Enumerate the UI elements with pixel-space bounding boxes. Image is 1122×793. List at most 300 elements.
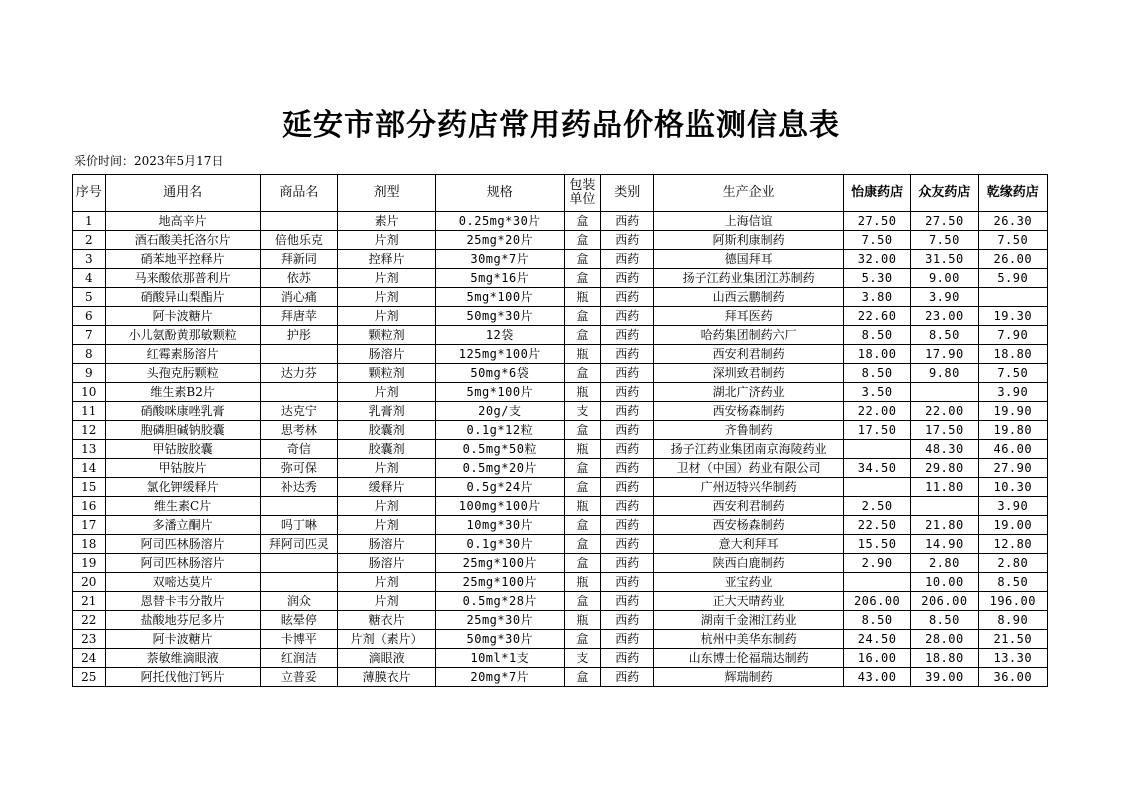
cell-price-qianyuan: 2.80 (978, 554, 1047, 573)
cell-price-zhongyou: 8.50 (911, 611, 978, 630)
cell-brand-name (260, 497, 338, 516)
cell-category: 西药 (601, 364, 654, 383)
cell-price-zhongyou: 27.50 (911, 212, 978, 231)
cell-brand-name: 润众 (260, 592, 338, 611)
cell-seq: 2 (73, 231, 106, 250)
cell-price-qianyuan: 19.00 (978, 516, 1047, 535)
table-row (73, 459, 1048, 478)
cell-price-yikang: 22.50 (843, 516, 910, 535)
cell-spec: 50mg*30片 (436, 307, 565, 326)
cell-dosage-form: 片剂 (338, 383, 436, 402)
table-row (73, 345, 1048, 364)
cell-manufacturer: 扬子江药业集团江苏制药 (654, 269, 844, 288)
cell-unit: 盒 (564, 231, 601, 250)
cell-spec: 20g/支 (436, 402, 565, 421)
cell-price-zhongyou: 39.00 (911, 668, 978, 687)
cell-price-zhongyou: 17.50 (911, 421, 978, 440)
cell-price-zhongyou: 28.00 (911, 630, 978, 649)
cell-price-zhongyou: 10.00 (911, 573, 978, 592)
cell-price-zhongyou: 11.80 (911, 478, 978, 497)
cell-price-yikang: 2.90 (843, 554, 910, 573)
cell-price-qianyuan (978, 288, 1047, 307)
cell-unit: 盒 (564, 212, 601, 231)
cell-price-qianyuan: 5.90 (978, 269, 1047, 288)
cell-generic-name: 阿司匹林肠溶片 (105, 554, 260, 573)
cell-price-yikang: 18.00 (843, 345, 910, 364)
cell-price-yikang: 206.00 (843, 592, 910, 611)
table-row (73, 478, 1048, 497)
cell-brand-name: 拜唐苹 (260, 307, 338, 326)
cell-price-zhongyou: 23.00 (911, 307, 978, 326)
cell-unit: 瓶 (564, 383, 601, 402)
cell-category: 西药 (601, 231, 654, 250)
cell-price-yikang: 22.00 (843, 402, 910, 421)
cell-seq: 18 (73, 535, 106, 554)
cell-spec: 25mg*100片 (436, 573, 565, 592)
cell-price-qianyuan: 19.90 (978, 402, 1047, 421)
cell-brand-name: 卡博平 (260, 630, 338, 649)
cell-price-zhongyou (911, 383, 978, 402)
cell-dosage-form: 颗粒剂 (338, 364, 436, 383)
cell-spec: 125mg*100片 (436, 345, 565, 364)
cell-price-yikang: 22.60 (843, 307, 910, 326)
cell-dosage-form: 片剂 (338, 497, 436, 516)
cell-seq: 5 (73, 288, 106, 307)
cell-category: 西药 (601, 573, 654, 592)
header-store-qianyuan: 乾缘药店 (978, 175, 1047, 212)
cell-generic-name: 盐酸地芬尼多片 (105, 611, 260, 630)
cell-seq: 21 (73, 592, 106, 611)
cell-price-qianyuan: 3.90 (978, 383, 1047, 402)
header-manufacturer: 生产企业 (654, 175, 844, 212)
cell-price-zhongyou: 8.50 (911, 326, 978, 345)
cell-price-yikang: 32.00 (843, 250, 910, 269)
cell-spec: 100mg*100片 (436, 497, 565, 516)
header-store-yikang: 怡康药店 (843, 175, 910, 212)
cell-dosage-form: 片剂 (338, 288, 436, 307)
cell-seq: 8 (73, 345, 106, 364)
cell-seq: 13 (73, 440, 106, 459)
cell-price-yikang: 5.30 (843, 269, 910, 288)
cell-price-yikang (843, 573, 910, 592)
table-row (73, 326, 1048, 345)
table-row (73, 231, 1048, 250)
cell-unit: 盒 (564, 535, 601, 554)
cell-brand-name: 立普妥 (260, 668, 338, 687)
cell-price-yikang: 34.50 (843, 459, 910, 478)
cell-seq: 9 (73, 364, 106, 383)
cell-spec: 25mg*20片 (436, 231, 565, 250)
cell-category: 西药 (601, 326, 654, 345)
cell-generic-name: 硝酸咪康唑乳膏 (105, 402, 260, 421)
cell-unit: 盒 (564, 668, 601, 687)
cell-generic-name: 地高辛片 (105, 212, 260, 231)
header-brand-name: 商品名 (260, 175, 338, 212)
table-row (73, 649, 1048, 668)
cell-category: 西药 (601, 649, 654, 668)
cell-price-zhongyou: 31.50 (911, 250, 978, 269)
cell-price-qianyuan: 12.80 (978, 535, 1047, 554)
cell-brand-name: 弥可保 (260, 459, 338, 478)
cell-generic-name: 胞磷胆碱钠胶囊 (105, 421, 260, 440)
cell-unit: 盒 (564, 630, 601, 649)
cell-price-zhongyou: 48.30 (911, 440, 978, 459)
cell-generic-name: 小儿氨酚黄那敏颗粒 (105, 326, 260, 345)
cell-category: 西药 (601, 592, 654, 611)
header-category: 类别 (601, 175, 654, 212)
cell-manufacturer: 杭州中美华东制药 (654, 630, 844, 649)
cell-manufacturer: 正大天晴药业 (654, 592, 844, 611)
cell-price-qianyuan: 18.80 (978, 345, 1047, 364)
cell-seq: 23 (73, 630, 106, 649)
cell-generic-name: 头孢克肟颗粒 (105, 364, 260, 383)
cell-brand-name (260, 554, 338, 573)
cell-seq: 15 (73, 478, 106, 497)
cell-manufacturer: 德国拜耳 (654, 250, 844, 269)
cell-manufacturer: 上海信谊 (654, 212, 844, 231)
cell-spec: 25mg*30片 (436, 611, 565, 630)
cell-manufacturer: 哈药集团制药六厂 (654, 326, 844, 345)
cell-generic-name: 马来酸依那普利片 (105, 269, 260, 288)
cell-unit: 瓶 (564, 440, 601, 459)
cell-price-qianyuan: 21.50 (978, 630, 1047, 649)
cell-generic-name: 硝酸异山梨酯片 (105, 288, 260, 307)
cell-manufacturer: 山西云鹏制药 (654, 288, 844, 307)
table-row (73, 212, 1048, 231)
cell-price-yikang: 8.50 (843, 611, 910, 630)
cell-dosage-form: 胶囊剂 (338, 421, 436, 440)
cell-spec: 12袋 (436, 326, 565, 345)
cell-dosage-form: 片剂 (338, 231, 436, 250)
cell-brand-name: 奇信 (260, 440, 338, 459)
cell-dosage-form: 控释片 (338, 250, 436, 269)
cell-dosage-form: 片剂 (338, 459, 436, 478)
cell-category: 西药 (601, 535, 654, 554)
cell-spec: 0.5mg*20片 (436, 459, 565, 478)
cell-category: 西药 (601, 269, 654, 288)
header-unit: 包装单位 (564, 175, 601, 212)
cell-seq: 10 (73, 383, 106, 402)
cell-manufacturer: 拜耳医药 (654, 307, 844, 326)
cell-unit: 盒 (564, 421, 601, 440)
cell-generic-name: 阿卡波糖片 (105, 307, 260, 326)
table-row (73, 668, 1048, 687)
cell-dosage-form: 缓释片 (338, 478, 436, 497)
cell-seq: 11 (73, 402, 106, 421)
cell-generic-name: 阿卡波糖片 (105, 630, 260, 649)
cell-category: 西药 (601, 440, 654, 459)
cell-seq: 14 (73, 459, 106, 478)
cell-brand-name: 拜阿司匹灵 (260, 535, 338, 554)
cell-brand-name: 达力芬 (260, 364, 338, 383)
cell-manufacturer: 广州迈特兴华制药 (654, 478, 844, 497)
cell-spec: 50mg*6袋 (436, 364, 565, 383)
cell-category: 西药 (601, 516, 654, 535)
cell-brand-name: 倍他乐克 (260, 231, 338, 250)
table-row (73, 630, 1048, 649)
cell-manufacturer: 西安利君制药 (654, 345, 844, 364)
price-table (72, 174, 1048, 687)
table-row (73, 516, 1048, 535)
cell-price-zhongyou (911, 497, 978, 516)
cell-dosage-form: 胶囊剂 (338, 440, 436, 459)
header-spec: 规格 (436, 175, 565, 212)
cell-brand-name (260, 212, 338, 231)
cell-brand-name: 眩晕停 (260, 611, 338, 630)
cell-manufacturer: 深圳致君制药 (654, 364, 844, 383)
cell-category: 西药 (601, 250, 654, 269)
cell-seq: 20 (73, 573, 106, 592)
cell-generic-name: 恩替卡韦分散片 (105, 592, 260, 611)
cell-unit: 盒 (564, 459, 601, 478)
cell-generic-name: 甲钴胺片 (105, 459, 260, 478)
cell-price-qianyuan: 19.30 (978, 307, 1047, 326)
cell-unit: 盒 (564, 554, 601, 573)
cell-unit: 瓶 (564, 611, 601, 630)
cell-price-yikang: 2.50 (843, 497, 910, 516)
cell-brand-name: 护彤 (260, 326, 338, 345)
cell-price-zhongyou: 17.90 (911, 345, 978, 364)
cell-seq: 6 (73, 307, 106, 326)
cell-seq: 19 (73, 554, 106, 573)
cell-spec: 0.1g*30片 (436, 535, 565, 554)
cell-manufacturer: 西安利君制药 (654, 497, 844, 516)
cell-unit: 盒 (564, 364, 601, 383)
cell-price-qianyuan: 196.00 (978, 592, 1047, 611)
cell-generic-name: 维生素B2片 (105, 383, 260, 402)
cell-unit: 盒 (564, 307, 601, 326)
cell-category: 西药 (601, 630, 654, 649)
cell-manufacturer: 山东博士伦福瑞达制药 (654, 649, 844, 668)
cell-price-yikang: 7.50 (843, 231, 910, 250)
cell-price-zhongyou: 14.90 (911, 535, 978, 554)
cell-price-qianyuan: 8.50 (978, 573, 1047, 592)
table-row (73, 611, 1048, 630)
cell-price-yikang: 43.00 (843, 668, 910, 687)
cell-brand-name: 补达秀 (260, 478, 338, 497)
cell-manufacturer: 西安杨森制药 (654, 516, 844, 535)
table-row (73, 307, 1048, 326)
cell-brand-name: 红润洁 (260, 649, 338, 668)
header-dosage-form: 剂型 (338, 175, 436, 212)
page-title: 延安市部分药店常用药品价格监测信息表 (282, 108, 840, 143)
cell-unit: 瓶 (564, 573, 601, 592)
cell-price-yikang: 16.00 (843, 649, 910, 668)
table-body (73, 212, 1048, 687)
cell-spec: 50mg*30片 (436, 630, 565, 649)
cell-price-zhongyou: 3.90 (911, 288, 978, 307)
table-row (73, 535, 1048, 554)
cell-category: 西药 (601, 554, 654, 573)
cell-category: 西药 (601, 402, 654, 421)
cell-dosage-form: 薄膜衣片 (338, 668, 436, 687)
cell-spec: 0.25mg*30片 (436, 212, 565, 231)
cell-price-yikang: 17.50 (843, 421, 910, 440)
cell-unit: 盒 (564, 326, 601, 345)
cell-price-qianyuan: 3.90 (978, 497, 1047, 516)
cell-price-yikang: 8.50 (843, 326, 910, 345)
cell-manufacturer: 湖南千金湘江药业 (654, 611, 844, 630)
cell-manufacturer: 卫材（中国）药业有限公司 (654, 459, 844, 478)
cell-generic-name: 红霉素肠溶片 (105, 345, 260, 364)
cell-price-zhongyou: 22.00 (911, 402, 978, 421)
cell-price-yikang: 3.50 (843, 383, 910, 402)
cell-price-qianyuan: 10.30 (978, 478, 1047, 497)
cell-brand-name (260, 383, 338, 402)
cell-dosage-form: 片剂（素片） (338, 630, 436, 649)
table-row (73, 250, 1048, 269)
cell-spec: 0.5g*24片 (436, 478, 565, 497)
cell-price-qianyuan: 26.00 (978, 250, 1047, 269)
cell-price-zhongyou: 18.80 (911, 649, 978, 668)
cell-category: 西药 (601, 421, 654, 440)
cell-seq: 1 (73, 212, 106, 231)
cell-generic-name: 甲钴胺胶囊 (105, 440, 260, 459)
cell-manufacturer: 湖北广济药业 (654, 383, 844, 402)
cell-category: 西药 (601, 497, 654, 516)
cell-dosage-form: 肠溶片 (338, 554, 436, 573)
cell-seq: 17 (73, 516, 106, 535)
cell-price-qianyuan: 7.50 (978, 231, 1047, 250)
cell-seq: 7 (73, 326, 106, 345)
table-row (73, 421, 1048, 440)
cell-spec: 5mg*16片 (436, 269, 565, 288)
cell-seq: 12 (73, 421, 106, 440)
cell-dosage-form: 肠溶片 (338, 345, 436, 364)
cell-price-qianyuan: 27.90 (978, 459, 1047, 478)
cell-dosage-form: 糖衣片 (338, 611, 436, 630)
cell-manufacturer: 西安杨森制药 (654, 402, 844, 421)
cell-brand-name (260, 573, 338, 592)
cell-manufacturer: 亚宝药业 (654, 573, 844, 592)
cell-price-qianyuan: 7.50 (978, 364, 1047, 383)
table-row (73, 440, 1048, 459)
cell-category: 西药 (601, 288, 654, 307)
cell-manufacturer: 齐鲁制药 (654, 421, 844, 440)
table-row (73, 364, 1048, 383)
cell-unit: 盒 (564, 592, 601, 611)
cell-generic-name: 维生素C片 (105, 497, 260, 516)
cell-price-yikang: 15.50 (843, 535, 910, 554)
cell-manufacturer: 辉瑞制药 (654, 668, 844, 687)
header-generic-name: 通用名 (105, 175, 260, 212)
cell-price-yikang: 27.50 (843, 212, 910, 231)
cell-seq: 24 (73, 649, 106, 668)
cell-price-qianyuan: 26.30 (978, 212, 1047, 231)
cell-category: 西药 (601, 345, 654, 364)
cell-generic-name: 氯化钾缓释片 (105, 478, 260, 497)
cell-unit: 支 (564, 649, 601, 668)
cell-category: 西药 (601, 611, 654, 630)
cell-dosage-form: 肠溶片 (338, 535, 436, 554)
cell-generic-name: 酒石酸美托洛尔片 (105, 231, 260, 250)
cell-category: 西药 (601, 478, 654, 497)
cell-dosage-form: 乳膏剂 (338, 402, 436, 421)
cell-price-zhongyou: 206.00 (911, 592, 978, 611)
cell-price-zhongyou: 21.80 (911, 516, 978, 535)
table-row (73, 497, 1048, 516)
cell-price-zhongyou: 2.80 (911, 554, 978, 573)
cell-brand-name: 依苏 (260, 269, 338, 288)
table-row (73, 288, 1048, 307)
cell-dosage-form: 片剂 (338, 269, 436, 288)
cell-price-yikang: 3.80 (843, 288, 910, 307)
cell-seq: 22 (73, 611, 106, 630)
cell-price-zhongyou: 9.00 (911, 269, 978, 288)
cell-unit: 支 (564, 402, 601, 421)
cell-spec: 0.5mg*28片 (436, 592, 565, 611)
cell-price-zhongyou: 9.80 (911, 364, 978, 383)
table-row (73, 573, 1048, 592)
cell-dosage-form: 素片 (338, 212, 436, 231)
cell-price-qianyuan: 13.30 (978, 649, 1047, 668)
cell-spec: 5mg*100片 (436, 383, 565, 402)
cell-spec: 30mg*7片 (436, 250, 565, 269)
cell-generic-name: 阿司匹林肠溶片 (105, 535, 260, 554)
cell-seq: 25 (73, 668, 106, 687)
table-row (73, 383, 1048, 402)
cell-brand-name: 吗丁啉 (260, 516, 338, 535)
cell-price-qianyuan: 7.90 (978, 326, 1047, 345)
cell-generic-name: 萘敏维滴眼液 (105, 649, 260, 668)
cell-category: 西药 (601, 383, 654, 402)
cell-brand-name: 思考林 (260, 421, 338, 440)
table-row (73, 269, 1048, 288)
cell-price-qianyuan: 19.80 (978, 421, 1047, 440)
cell-price-qianyuan: 36.00 (978, 668, 1047, 687)
cell-seq: 3 (73, 250, 106, 269)
cell-unit: 瓶 (564, 345, 601, 364)
cell-spec: 5mg*100片 (436, 288, 565, 307)
cell-price-yikang (843, 440, 910, 459)
cell-price-yikang (843, 478, 910, 497)
cell-unit: 盒 (564, 250, 601, 269)
cell-price-yikang: 8.50 (843, 364, 910, 383)
cell-price-zhongyou: 29.80 (911, 459, 978, 478)
cell-price-zhongyou: 7.50 (911, 231, 978, 250)
cell-unit: 瓶 (564, 497, 601, 516)
cell-price-qianyuan: 8.90 (978, 611, 1047, 630)
cell-dosage-form: 片剂 (338, 516, 436, 535)
cell-brand-name: 达克宁 (260, 402, 338, 421)
cell-dosage-form: 片剂 (338, 573, 436, 592)
cell-spec: 20mg*7片 (436, 668, 565, 687)
cell-unit: 盒 (564, 516, 601, 535)
cell-generic-name: 硝苯地平控释片 (105, 250, 260, 269)
table-row (73, 592, 1048, 611)
cell-unit: 瓶 (564, 288, 601, 307)
cell-dosage-form: 片剂 (338, 592, 436, 611)
cell-spec: 0.5mg*50粒 (436, 440, 565, 459)
cell-category: 西药 (601, 212, 654, 231)
cell-spec: 25mg*100片 (436, 554, 565, 573)
cell-brand-name (260, 345, 338, 364)
cell-generic-name: 多潘立酮片 (105, 516, 260, 535)
cell-manufacturer: 陕西白鹿制药 (654, 554, 844, 573)
cell-price-yikang: 24.50 (843, 630, 910, 649)
cell-category: 西药 (601, 668, 654, 687)
table-row (73, 554, 1048, 573)
cell-manufacturer: 阿斯利康制药 (654, 231, 844, 250)
cell-brand-name: 拜新同 (260, 250, 338, 269)
cell-dosage-form: 颗粒剂 (338, 326, 436, 345)
cell-unit: 盒 (564, 269, 601, 288)
cell-category: 西药 (601, 307, 654, 326)
cell-spec: 10ml*1支 (436, 649, 565, 668)
cell-brand-name: 消心痛 (260, 288, 338, 307)
cell-unit: 盒 (564, 478, 601, 497)
table-row (73, 402, 1048, 421)
